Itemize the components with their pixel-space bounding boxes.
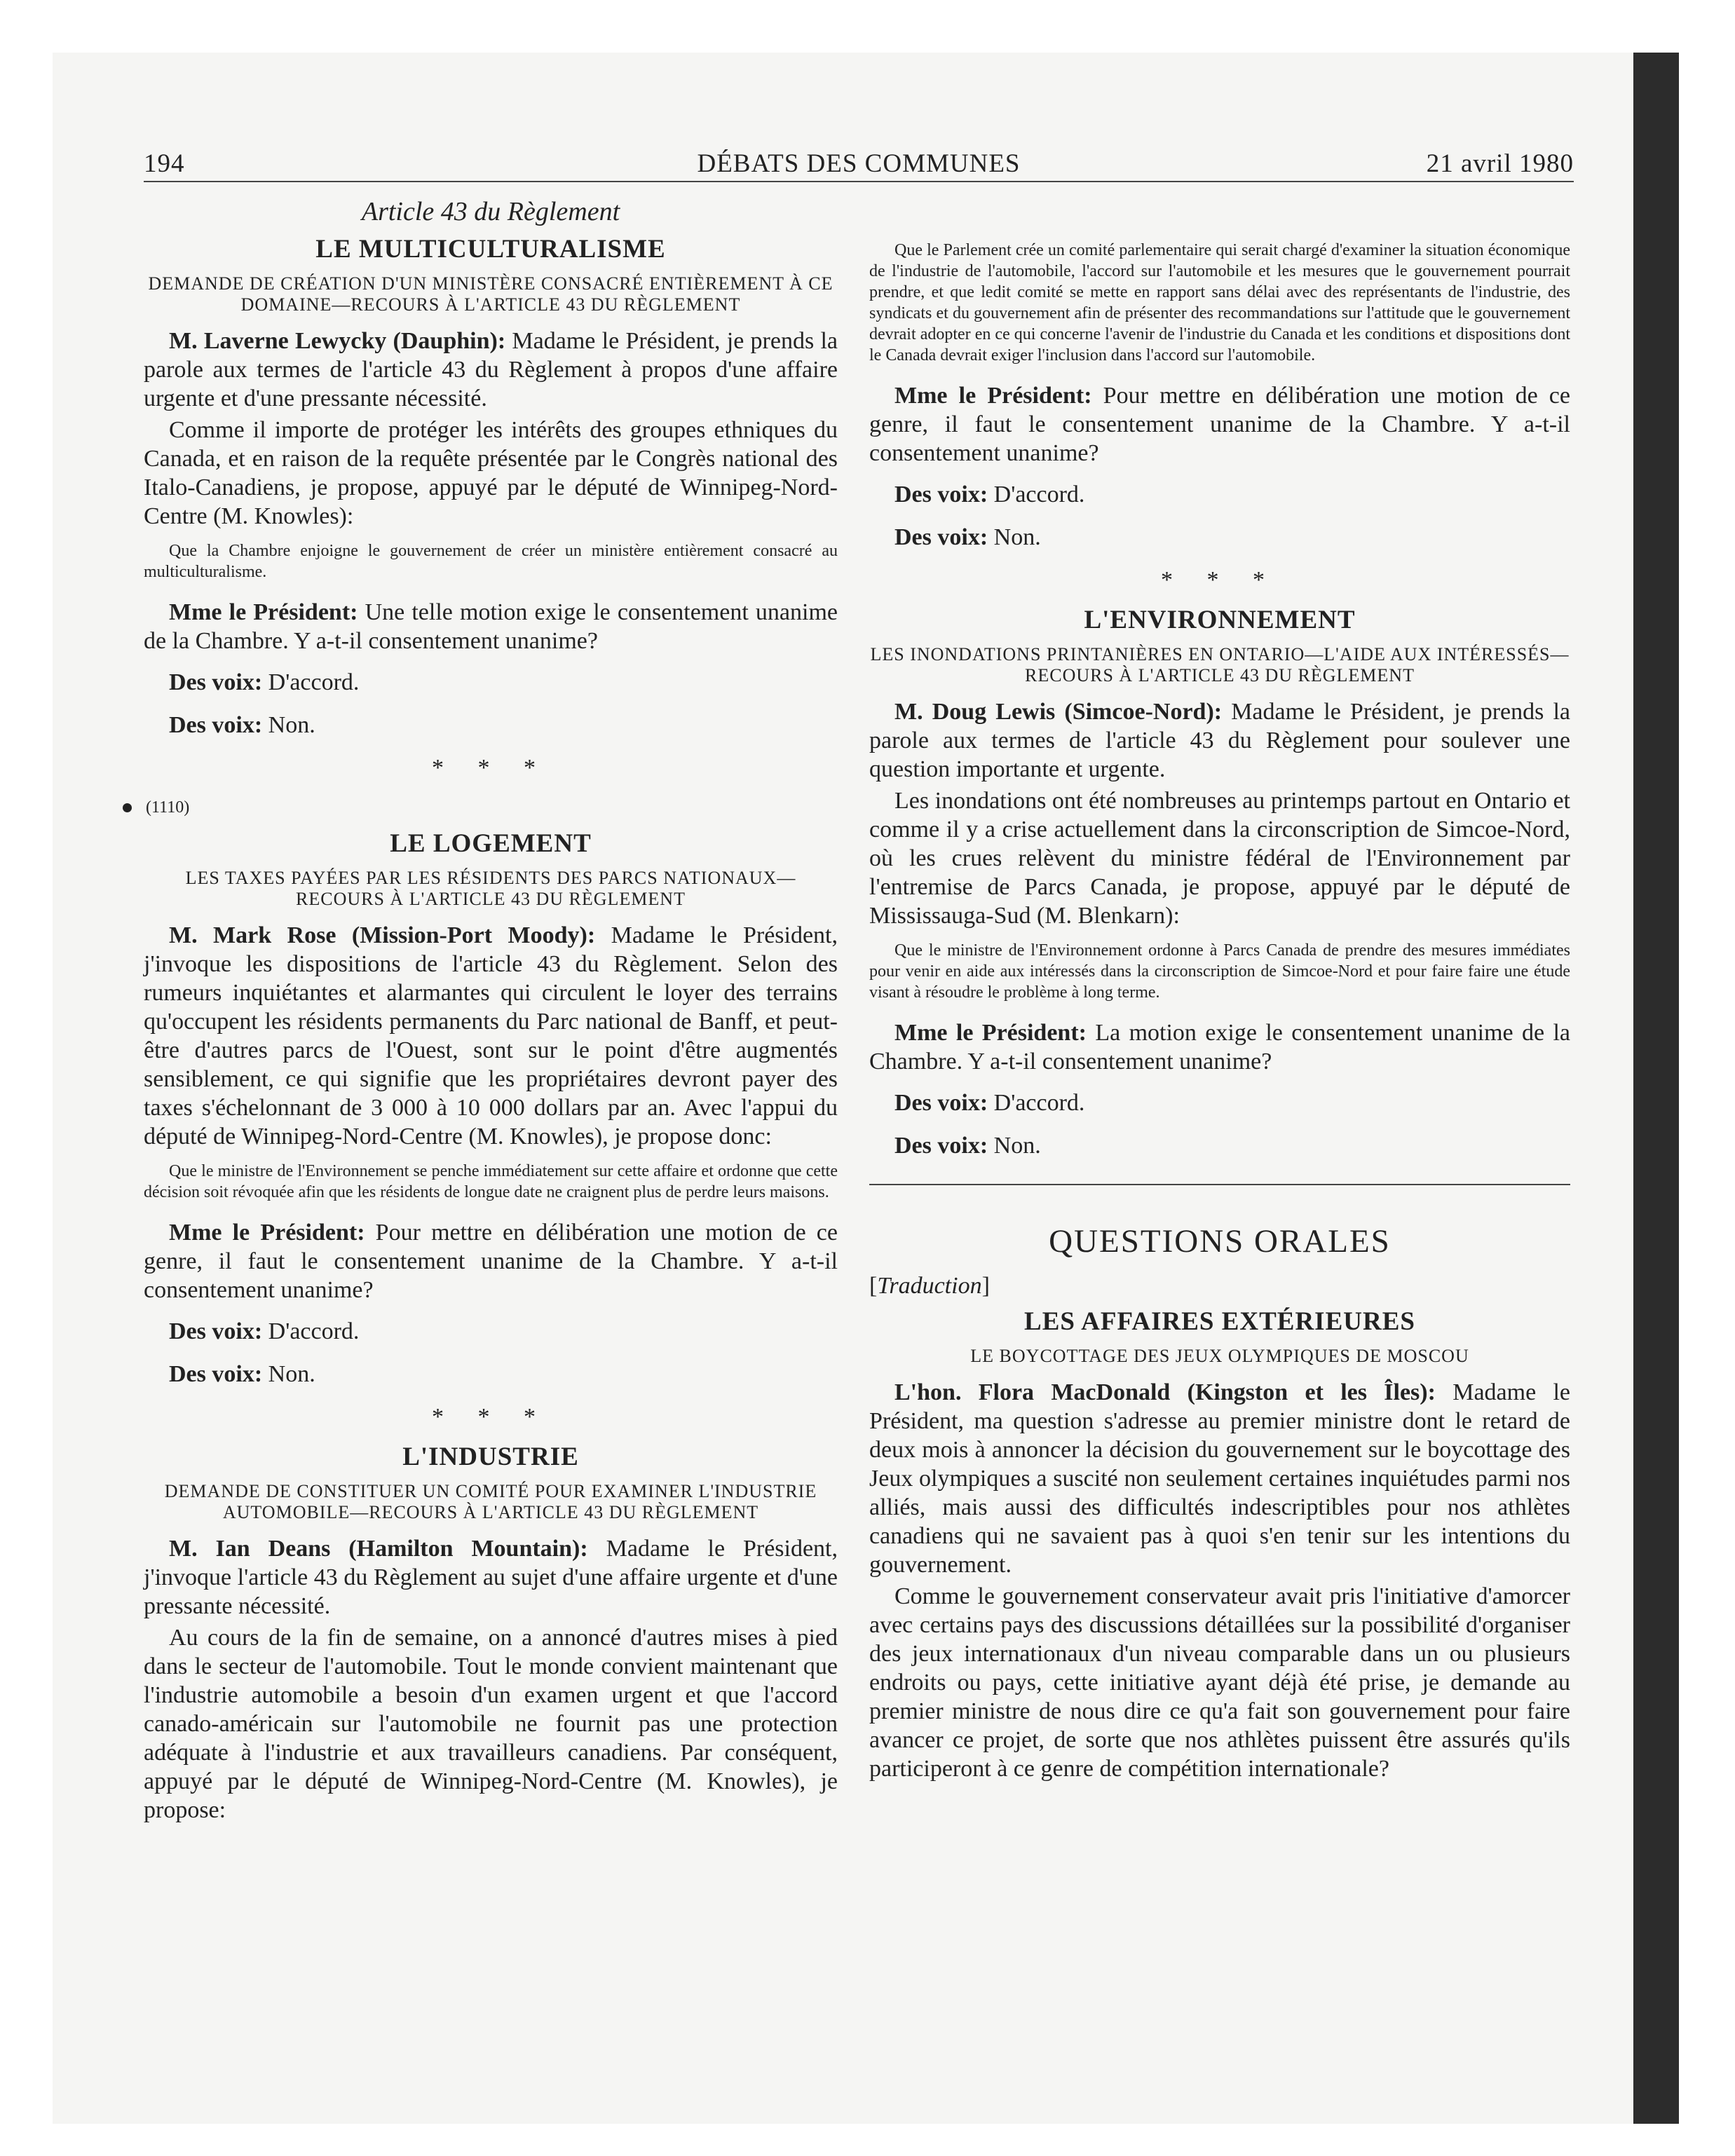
speaker-name: M. Mark Rose (Mission-Port Moody): — [169, 922, 596, 948]
paragraph: Comme le gouvernement conservateur avait pris l'initiative d'amorcer avec certains pays des discussions détaillées sur la possibilité d'organiser des jeux internationaux d'un niveau comparable dans un ou plusieurs endroits ou pays, cette initiative ayant déjà été prise, je demande au premier ministre de nous dire ce qu'a fait son gouvernement pour faire avancer ce projet, de sorte que nos athlètes puissent être assurés qu'ils participeront à ce genre de compétition internationale? — [869, 1583, 1570, 1782]
voices-reply — [169, 1360, 838, 1389]
voices-reply — [169, 668, 838, 697]
bracket-close: ] — [981, 1273, 990, 1299]
speaker-name: Mme le Président: — [894, 383, 1092, 409]
motion-text: Que le ministre de l'Environnement se penche immédiatement sur cette affaire et ordonne que cette décision soit révoquée afin que les résidents de longue date ne craignent plus de perdre leurs maisons. — [144, 1162, 838, 1201]
time-stamp: (1110) — [146, 798, 190, 817]
voices-reply — [894, 1131, 1570, 1160]
paragraph — [144, 1218, 838, 1304]
voices-reply — [894, 523, 1570, 552]
speaker-name: Mme le Président: — [894, 1020, 1087, 1046]
subheading-boycottage: LE BOYCOTTAGE DES JEUX OLYMPIQUES DE MOSCOU — [970, 1346, 1469, 1366]
left-column — [144, 198, 838, 1827]
speech-text: Non. — [988, 1133, 1041, 1159]
bracket-open: [ — [869, 1273, 878, 1299]
speech-text: Pour mettre en délibération une motion de ce genre, il faut le consentement unanime de la Chambre. Y a-t-il consentement unanime? — [144, 1220, 838, 1303]
issue-date: 21 avril 1980 — [1426, 149, 1574, 178]
speech-text: Madame le Président, je prends la parole aux termes de l'article 43 du Règlement pour soulever une question importante et urgente. — [869, 699, 1570, 782]
speech-text: Non. — [262, 712, 315, 738]
speech-text: Une telle motion exige le consentement unanime de la Chambre. Y a-t-il consentement unanime? — [144, 599, 838, 654]
motion-text: Que le ministre de l'Environnement ordonne à Parcs Canada de prendre des mesures immédiates pour venir en aide aux intéressés dans la circonscription de Simcoe-Nord et pour faire faire une étude visant à résoudre le problème à long terme. — [869, 941, 1570, 1002]
speech-text: D'accord. — [988, 482, 1085, 507]
paragraph — [144, 1534, 838, 1621]
motion-text: Que la Chambre enjoigne le gouvernement de créer un ministère entièrement consacré au multiculturalisme. — [144, 542, 838, 581]
speaker-name: Des voix: — [169, 712, 263, 738]
heading-environnement: L'ENVIRONNEMENT — [1084, 606, 1356, 634]
speaker-name: Des voix: — [894, 524, 988, 550]
speaker-name: L'hon. Flora MacDonald (Kingston et les Îles): — [894, 1379, 1436, 1405]
speaker-name: Des voix: — [894, 1090, 988, 1116]
speech-text: Madame le Président, ma question s'adresse au premier ministre dont le retard de deux mois à annoncer la décision du gouvernement sur le boycottage des Jeux olympiques a suscité non seulement certaines inquiétudes parmi nos alliés, mais aussi des difficultés indescriptibles pour nos athlètes canadiens qui ne savaient pas à quoi s'en tenir sur les intentions du gouvernement. — [869, 1379, 1570, 1578]
speaker-name: Des voix: — [169, 1318, 263, 1344]
speech-text: Madame le Président, je prends la parole aux termes de l'article 43 du Règlement à propos d'une affaire urgente et d'une pressante nécessité. — [144, 328, 838, 411]
heading-logement: LE LOGEMENT — [390, 829, 592, 858]
page-number: 194 — [144, 149, 185, 178]
speech-text: La motion exige le consentement unanime de la Chambre. Y a-t-il consentement unanime? — [869, 1020, 1570, 1074]
voices-reply — [169, 1317, 838, 1346]
section-separator: * * * — [432, 1404, 550, 1430]
paragraph: Les inondations ont été nombreuses au printemps partout en Ontario et comme il y a crise actuellement dans la circonscription de Simcoe-Nord, où les crues relèvent du ministre fédéral de l'Environnement par l'entremise de Parcs Canada, je propose, appuyé par le député de Mississauga-Sud (M. Blenkarn): — [869, 788, 1570, 929]
paragraph — [869, 1018, 1570, 1076]
paragraph — [144, 598, 838, 655]
voices-reply — [894, 1089, 1570, 1117]
speech-text: Non. — [988, 524, 1041, 550]
article-reference: Article 43 du Règlement — [361, 197, 620, 226]
section-title: QUESTIONS ORALES — [1049, 1223, 1391, 1260]
speaker-name: M. Ian Deans (Hamilton Mountain): — [169, 1536, 588, 1562]
speech-text: Non. — [262, 1361, 315, 1387]
binding-edge — [1633, 53, 1679, 2124]
translation-label: Traduction — [877, 1273, 982, 1299]
subheading-multiculturalisme: DEMANDE DE CRÉATION D'UN MINISTÈRE CONSACRÉ ENTIÈREMENT À CE DOMAINE—RECOURS À L'ARTICLE 43 DU RÈGLEMENT — [148, 273, 834, 315]
running-header — [144, 149, 1574, 184]
speech-text: D'accord. — [988, 1090, 1085, 1116]
speech-text: D'accord. — [262, 1318, 360, 1344]
heading-affaires-exterieures: LES AFFAIRES EXTÉRIEURES — [1024, 1307, 1415, 1336]
paragraph: Au cours de la fin de semaine, on a annoncé d'autres mises à pied dans le secteur de l'automobile. Tout le monde convient maintenant que l'industrie automobile a besoin d'un examen urgent et que l'accord canado-américain sur l'automobile ne fournit pas une protection adéquate à l'industrie et aux travailleurs canadiens. Par conséquent, appuyé par le député de Winnipeg-Nord-Centre (M. Knowles), je propose: — [144, 1625, 838, 1823]
paragraph — [869, 697, 1570, 784]
paragraph: Comme il importe de protéger les intérêts des groupes ethniques du Canada, et en raison de la requête présentée par le Congrès national des Italo-Canadiens, je propose, appuyé par le député de Winnipeg-Nord-Centre (M. Knowles): — [144, 417, 838, 529]
voices-reply — [169, 711, 838, 739]
time-marker — [123, 793, 838, 822]
section-separator: * * * — [1161, 567, 1279, 593]
paragraph — [144, 921, 838, 1151]
subheading-industrie: DEMANDE DE CONSTITUER UN COMITÉ POUR EXAMINER L'INDUSTRIE AUTOMOBILE—RECOURS À L'ARTICLE 43 DU RÈGLEMENT — [164, 1481, 817, 1522]
speech-text: Madame le Président, j'invoque l'article 43 du Règlement au sujet d'une affaire urgente et d'une pressante nécessité. — [144, 1536, 838, 1619]
section-divider — [869, 1184, 1570, 1185]
paragraph — [144, 327, 838, 413]
motion-text: Que le Parlement crée un comité parlementaire qui serait chargé d'examiner la situation économique de l'industrie de l'automobile, l'accord sur l'automobile et les mesures que le gouvernement pourrait prendre, et que ledit comité se mette en rapport sans délai avec des représentants de l'industrie, des syndicats et du gouvernement afin de présenter des recommandations sur l'attitude que le gouvernement devrait adopter en ce qui concerne l'avenir de l'industrie du Canada et les conditions et dispositions dont le Canada devrait exiger l'inclusion dans l'accord sur l'automobile. — [869, 241, 1570, 364]
paragraph — [869, 1378, 1570, 1579]
speech-text: Madame le Président, j'invoque les dispositions de l'article 43 du Règlement. Selon des rumeurs inquiétantes et alarmantes qui circulent le loyer des terrains qu'occupent les résidents permanents du Parc national de Banff, et peut-être d'autres parcs de l'Ouest, sont sur le point d'être augmentés sensiblement, ce qui signifie que les propriétaires devront payer des taxes s'échelonnant de 3 000 à 10 000 dollars par an. Avec l'appui du député de Winnipeg-Nord-Centre (M. Knowles), je propose donc: — [144, 922, 838, 1149]
subheading-logement: LES TAXES PAYÉES PAR LES RÉSIDENTS DES PARCS NATIONAUX—RECOURS À L'ARTICLE 43 DU RÈGLEMENT — [185, 868, 796, 909]
right-column — [869, 198, 1570, 1786]
bullet-icon — [123, 803, 132, 812]
speaker-name: Des voix: — [894, 1133, 988, 1159]
speaker-name: Mme le Président: — [169, 1220, 365, 1246]
speaker-name: M. Doug Lewis (Simcoe-Nord): — [894, 699, 1223, 725]
speech-text: D'accord. — [262, 669, 360, 695]
heading-multiculturalisme: LE MULTICULTURALISME — [315, 235, 666, 264]
header-rule — [144, 181, 1574, 182]
section-separator: * * * — [432, 755, 550, 781]
speaker-name: Des voix: — [169, 1361, 263, 1387]
speaker-name: M. Laverne Lewycky (Dauphin): — [169, 328, 506, 354]
speaker-name: Mme le Président: — [169, 599, 358, 625]
speech-text: Pour mettre en délibération une motion de ce genre, il faut le consentement unanime de la Chambre. Y a-t-il consentement unanime? — [869, 383, 1570, 466]
translation-note — [869, 1271, 1570, 1300]
subheading-environnement: LES INONDATIONS PRINTANIÈRES EN ONTARIO—L'AIDE AUX INTÉRESSÉS—RECOURS À L'ARTICLE 43 DU RÈGLEMENT — [870, 644, 1570, 685]
speaker-name: Des voix: — [894, 482, 988, 507]
paragraph — [869, 381, 1570, 468]
heading-industrie: L'INDUSTRIE — [402, 1442, 579, 1471]
publication-title: DÉBATS DES COMMUNES — [697, 149, 1021, 178]
voices-reply — [894, 480, 1570, 509]
speaker-name: Des voix: — [169, 669, 263, 695]
